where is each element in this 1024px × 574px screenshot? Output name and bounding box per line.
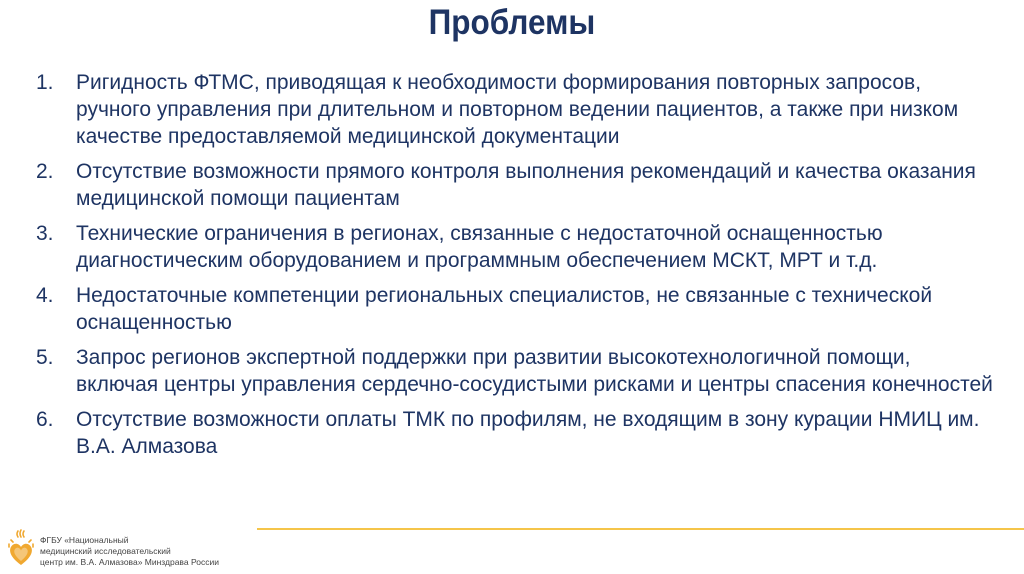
item-text: Отсутствие возможности оплаты ТМК по профилям, не входящим в зону курации НМИЦ им. В.А. Алмазова xyxy=(76,408,980,458)
item-text: Запрос регионов экспертной поддержки при развитии высокотехнологичной помощи, включая центры управления сердечно-сосудистыми рисками и центры спасения конечностей xyxy=(76,346,993,396)
item-number: 2. xyxy=(36,160,54,183)
list-item xyxy=(36,69,996,150)
list-item xyxy=(36,282,996,336)
item-text: Недостаточные компетенции региональных специалистов, не связанные с технической оснащенностью xyxy=(76,284,933,334)
item-text: Технические ограничения в регионах, связанные с недостаточной оснащенностью диагностическим оборудованием и программным обеспечением МСКТ, МРТ и т.д. xyxy=(76,222,883,272)
item-number: 1. xyxy=(36,71,54,94)
problem-list xyxy=(36,69,996,468)
item-number: 4. xyxy=(36,284,54,307)
footer-divider xyxy=(257,528,1024,530)
list-item xyxy=(36,158,996,212)
footer-org-line: центр им. В.А. Алмазова» Минздрава России xyxy=(40,557,219,567)
item-text: Ригидность ФТМС, приводящая к необходимости формирования повторных запросов, ручного управления при длительном и повторном ведении пациентов, а также при низком качестве предоставляемой медицинской документации xyxy=(76,71,959,148)
heart-logo-icon xyxy=(6,528,36,568)
item-number: 6. xyxy=(36,408,54,431)
item-number: 5. xyxy=(36,346,54,369)
footer-org-line: ФГБУ «Национальный xyxy=(40,535,129,545)
footer-org-line: медицинский исследовательский xyxy=(40,546,171,556)
list-item xyxy=(36,344,996,398)
page-title: Проблемы xyxy=(428,3,596,42)
list-item xyxy=(36,406,996,460)
footer-organization xyxy=(40,535,219,568)
item-text: Отсутствие возможности прямого контроля выполнения рекомендаций и качества оказания медицинской помощи пациентам xyxy=(76,160,976,210)
list-item xyxy=(36,220,996,274)
item-number: 3. xyxy=(36,222,54,245)
